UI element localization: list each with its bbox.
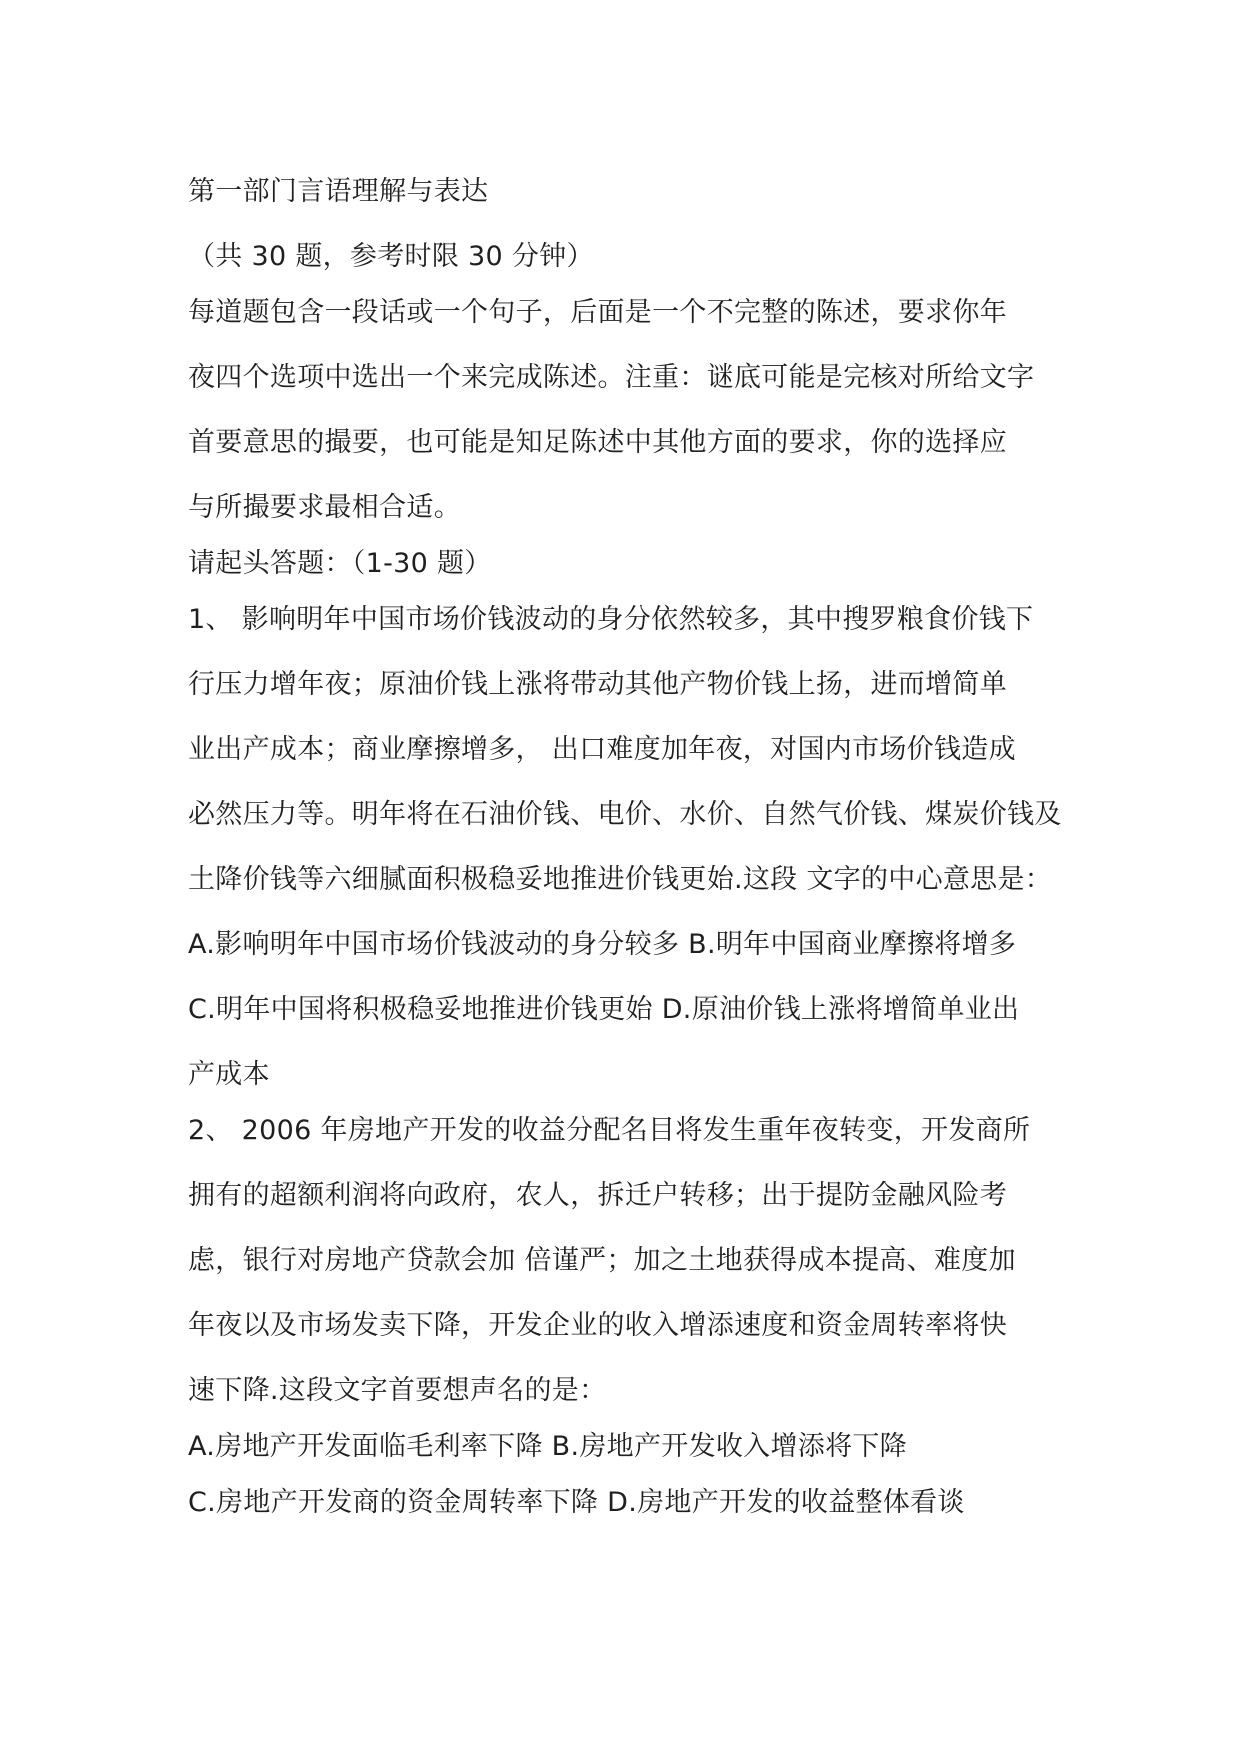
question-1-text: 业出产成本；商业摩擦增多， 出口难度加年夜，对国内市场价钱造成 [188,734,1016,765]
question-2-options: A.房地产开发面临毛利率下降 B.房地产开发收入增添将下降 [188,1431,907,1462]
question-2-text: 速下降.这段文字首要想声名的是： [188,1375,607,1406]
section-title: 第一部门言语理解与表达 [188,176,489,207]
question-1-text: 行压力增年夜；原油价钱上涨将带动其他产物价钱上扬，进而增简单 [188,669,1007,700]
start-prompt: 请起头答题：（1-30 题） [188,548,492,579]
question-2-text: 年夜以及市场发卖下降，开发企业的收入增添速度和资金周转率将快 [188,1310,1007,1341]
question-2-text: 虑，银行对房地产贷款会加 倍谨严；加之土地获得成本提高、难度加 [188,1245,1016,1276]
question-1-options: A.影响明年中国市场价钱波动的身分较多 B.明年中国商业摩擦将增多 [188,929,1017,960]
question-1-text: 必然压力等。明年将在石油价钱、电价、水价、自然气价钱、煤炭价钱及 [188,799,1062,830]
document-page [188,172,1088,1548]
question-1-options: 产成本 [188,1059,270,1090]
question-1-text: 1、 影响明年中国市场价钱波动的身分依然较多，其中搜罗粮食价钱下 [188,604,1034,635]
section-subtitle: （共 30 题，参考时限 30 分钟） [188,241,594,272]
question-2-text: 拥有的超额利润将向政府，农人，拆迁户转移；出于提防金融风险考 [188,1180,1007,1211]
instruction-line: 每道题包含一段话或一个句子，后面是一个不完整的陈述，要求你年 [188,297,1007,328]
instruction-line: 夜四个选项中选出一个来完成陈述。注重：谜底可能是完核对所给文字 [188,362,1035,393]
instruction-line: 首要意思的撮要，也可能是知足陈述中其他方面的要求，你的选择应 [188,427,1007,458]
question-1-text: 土降价钱等六细腻面积极稳妥地推进价钱更始.这段 文字的中心意思是： [188,864,1053,895]
question-2-options: C.房地产开发商的资金周转率下降 D.房地产开发的收益整体看谈 [188,1487,965,1518]
instruction-line: 与所撮要求最相合适。 [188,492,461,523]
question-1-options: C.明年中国将积极稳妥地推进价钱更始 D.原油价钱上涨将增简单业出 [188,994,1020,1025]
question-2-text: 2、 2006 年房地产开发的收益分配名目将发生重年夜转变，开发商所 [188,1115,1031,1146]
